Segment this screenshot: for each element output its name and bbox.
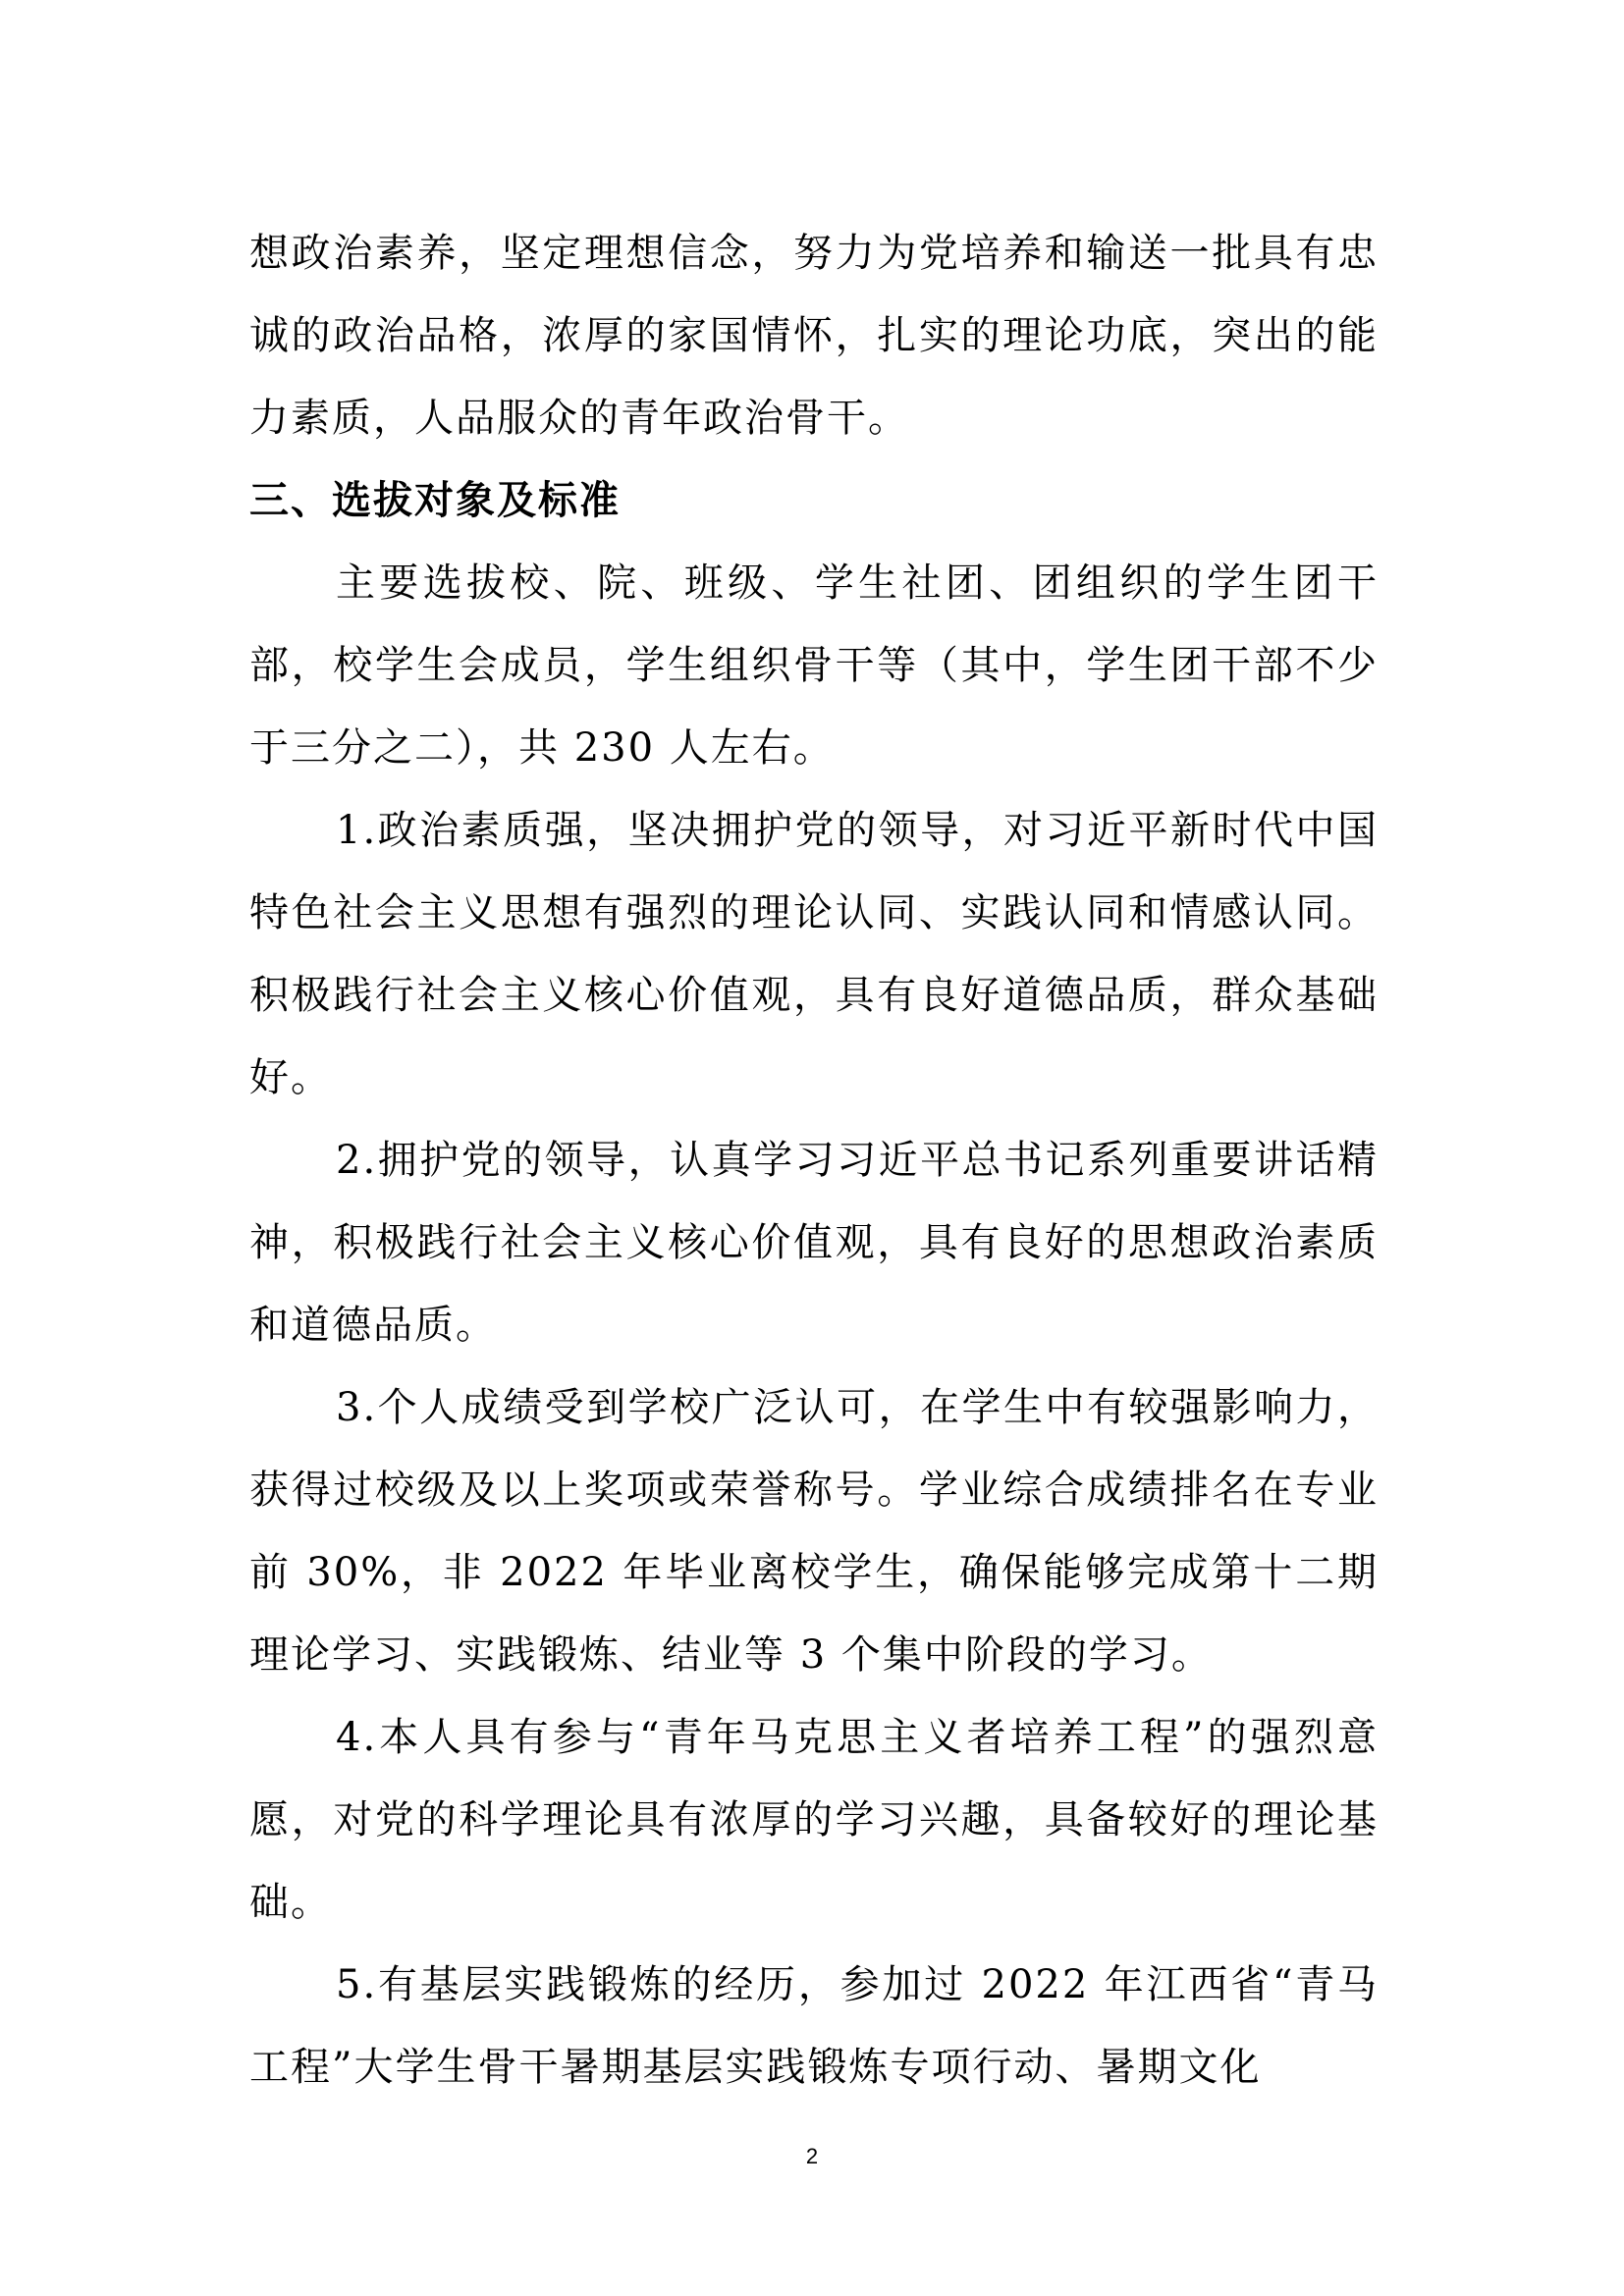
paragraph-criterion-3: 3.个人成绩受到学校广泛认可，在学生中有较强影响力，获得过校级及以上奖项或荣誉称号。学业综合成绩排名在专业前 30%，非 2022 年毕业离校学生，确保能够完成第十二期理论学习、实践锻炼、结业等 3 个集中阶段的学习。 (249, 1385, 1379, 1678)
document-body (249, 212, 1379, 2109)
paragraph-continuation: 想政治素养，坚定理想信念，努力为党培养和输送一批具有忠诚的政治品格，浓厚的家国情怀，扎实的理论功底，突出的能力素质，人品服众的青年政治骨干。 (249, 231, 1379, 441)
paragraph-criterion-2: 2.拥护党的领导，认真学习习近平总书记系列重要讲话精神，积极践行社会主义核心价值观，具有良好的思想政治素质和道德品质。 (249, 1138, 1379, 1348)
paragraph-selection-scope: 主要选拔校、院、班级、学生社团、团组织的学生团干部，校学生会成员，学生组织骨干等（其中，学生团干部不少于三分之二），共 230 人左右。 (249, 561, 1379, 771)
paragraph-criterion-5: 5.有基层实践锻炼的经历，参加过 2022 年江西省“青马工程”大学生骨干暑期基层实践锻炼专项行动、暑期文化 (249, 1962, 1379, 2090)
page-number: 2 (805, 2144, 819, 2168)
paragraph-criterion-1: 1.政治素质强，坚决拥护党的领导，对习近平新时代中国特色社会主义思想有强烈的理论认同、实践认同和情感认同。积极践行社会主义核心价值观，具有良好道德品质，群众基础好。 (249, 808, 1379, 1100)
section-heading: 三、选拔对象及标准 (249, 478, 621, 523)
paragraph-criterion-4: 4.本人具有参与“青年马克思主义者培养工程”的强烈意愿，对党的科学理论具有浓厚的学习兴趣，具备较好的理论基础。 (249, 1715, 1379, 1925)
